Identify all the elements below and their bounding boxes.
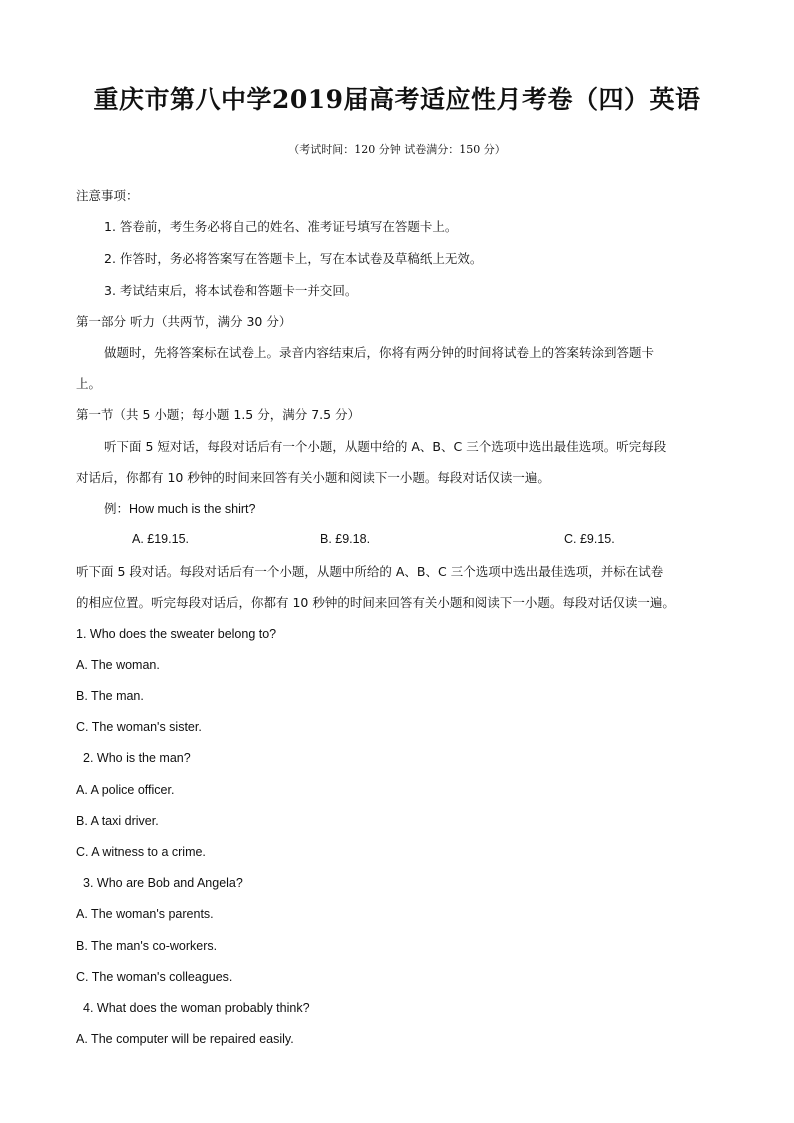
notice-item: 1. 答卷前，考生务必将自己的姓名、准考证号填写在答题卡上。	[104, 219, 458, 234]
example-question: 例：How much is the shirt?	[104, 502, 256, 516]
question-1-option-c: C. The woman's sister.	[76, 720, 202, 734]
example-option-b: B. £9.18.	[320, 532, 371, 546]
notice-item: 3. 考试结束后，将本试卷和答题卡一并交回。	[104, 283, 358, 298]
question-1-option-b: B. The man.	[76, 689, 144, 703]
question-2-option-b: B. A taxi driver.	[76, 814, 159, 828]
exam-time-info: （考试时间：120 分钟 试卷满分：150 分）	[288, 143, 506, 156]
question-2: 2. Who is the man?	[83, 751, 191, 765]
section1-instructions-2: 的相应位置。听完每段对话后，你都有 10 秒钟的时间来回答有关小题和阅读下一小题。每段对话仅读一遍。	[76, 595, 675, 610]
question-4-option-a: A. The computer will be repaired easily.	[76, 1032, 294, 1046]
notice-item: 2. 作答时，务必将答案写在答题卡上，写在本试卷及草稿纸上无效。	[104, 251, 483, 266]
question-3-option-a: A. The woman's parents.	[76, 907, 214, 921]
section1-heading: 第一节（共 5 小题；每小题 1.5 分，满分 7.5 分）	[76, 407, 361, 422]
part1-intro: 上。	[76, 376, 102, 391]
exam-title: 重庆市第八中学2019届高考适应性月考卷（四）英语	[93, 85, 701, 114]
question-1-option-a: A. The woman.	[76, 658, 160, 672]
part1-intro: 做题时，先将答案标在试卷上。录音内容结束后，你将有两分钟的时间将试卷上的答案转涂到答题卡	[104, 345, 655, 360]
section1-instructions-2: 听下面 5 段对话。每段对话后有一个小题，从题中所给的 A、B、C 三个选项中选出最佳选项，并标在试卷	[76, 564, 664, 579]
section1-instructions: 对话后，你都有 10 秒钟的时间来回答有关小题和阅读下一小题。每段对话仅读一遍。	[76, 470, 550, 485]
question-1: 1. Who does the sweater belong to?	[76, 627, 277, 641]
question-2-option-a: A. A police officer.	[76, 783, 175, 797]
part1-heading: 第一部分 听力（共两节，满分 30 分）	[76, 314, 292, 329]
question-3-option-c: C. The woman's colleagues.	[76, 970, 233, 984]
notice-heading: 注意事项：	[76, 188, 139, 203]
question-3-option-b: B. The man's co-workers.	[76, 939, 218, 953]
section1-instructions: 听下面 5 短对话，每段对话后有一个小题，从题中给的 A、B、C 三个选项中选出最佳选项。听完每段	[104, 439, 667, 454]
example-option-c: C. £9.15.	[564, 532, 615, 546]
example-option-a: A. £19.15.	[132, 532, 189, 546]
question-4: 4. What does the woman probably think?	[83, 1001, 310, 1015]
question-3: 3. Who are Bob and Angela?	[83, 876, 243, 890]
question-2-option-c: C. A witness to a crime.	[76, 845, 206, 859]
